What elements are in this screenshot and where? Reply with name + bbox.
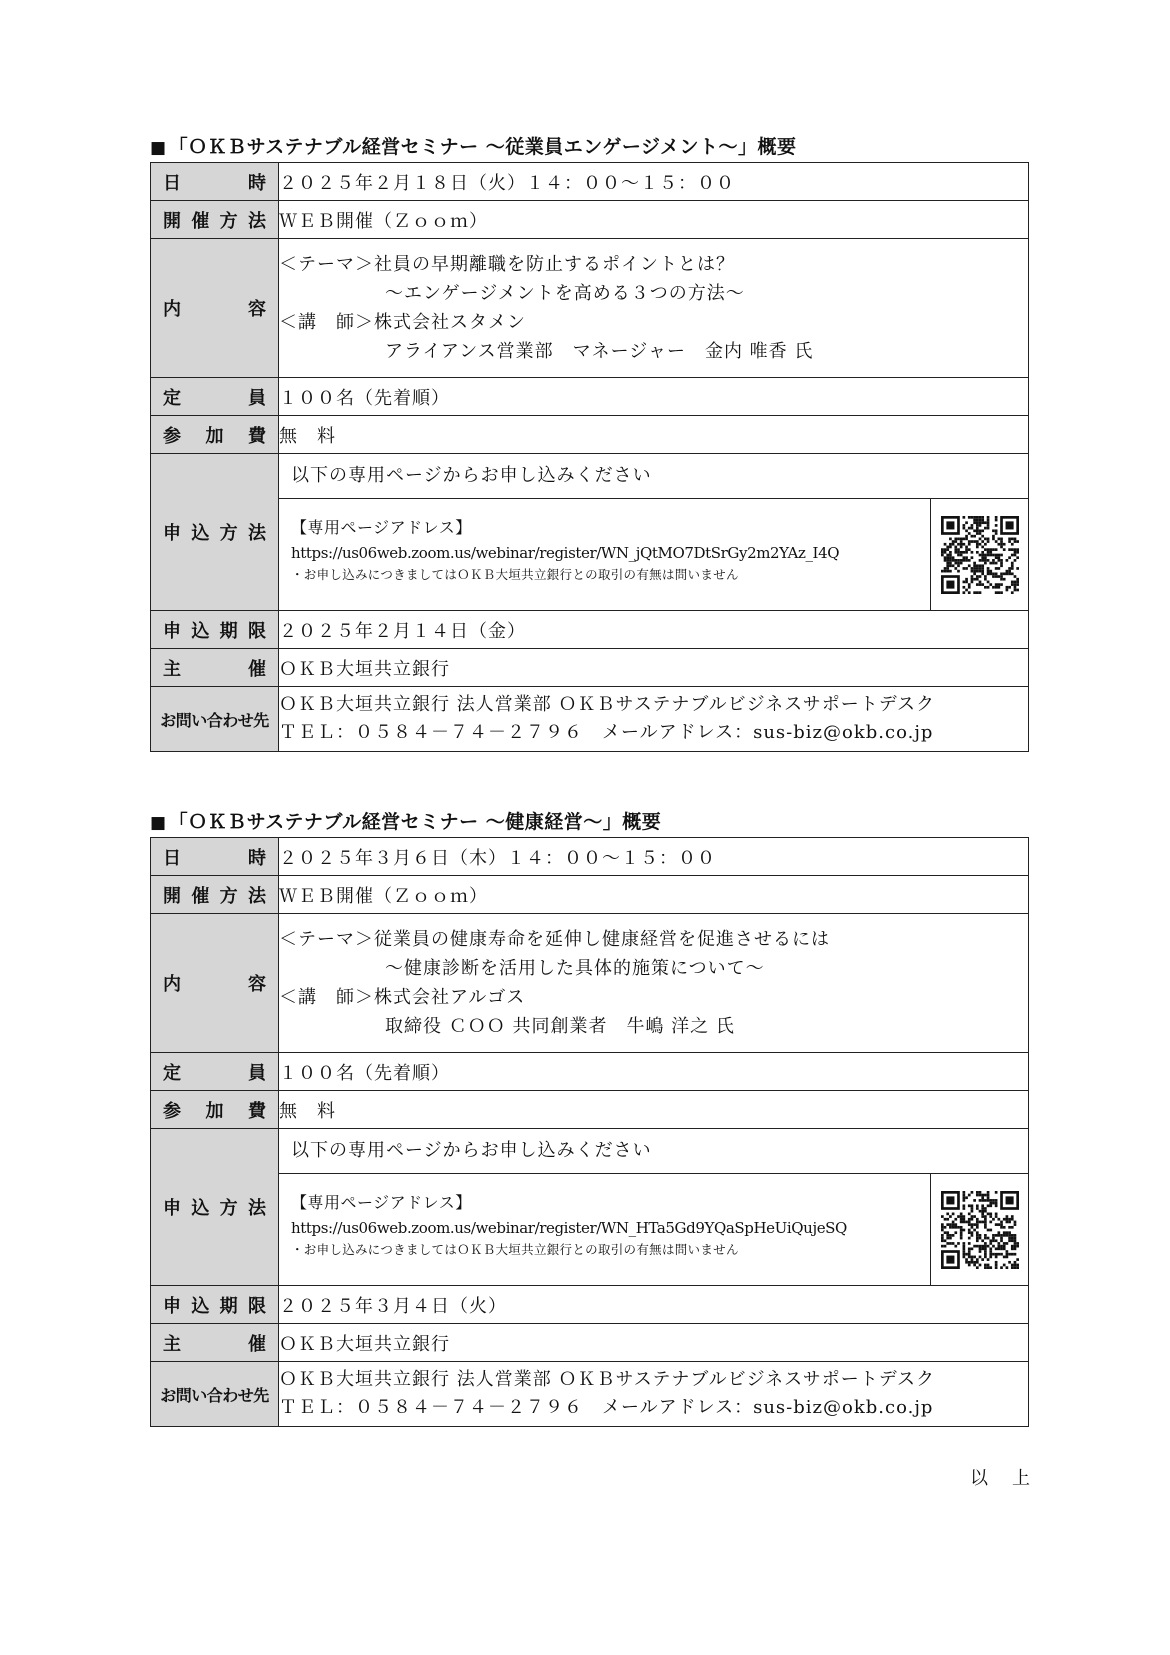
label-apply: 申 込 方 法: [151, 1129, 279, 1286]
content-lecturer: ＜講 師＞株式会社アルゴス: [279, 987, 526, 1008]
content-lecturer-title: 取締役 ＣＯＯ 共同創業者 牛嶋 洋之 氏: [385, 1016, 735, 1037]
label-host: 主 催: [151, 1324, 279, 1362]
value-content: [279, 914, 1029, 1053]
apply-url-link[interactable]: https://us06web.zoom.us/webinar/register/WN_HTa5Gd9YQaSpHeUiQujeSQ: [291, 1219, 847, 1237]
label-apply: 申 込 方 法: [151, 454, 279, 611]
label-fee: 参 加 費: [151, 1091, 279, 1129]
section-title: [150, 807, 1029, 837]
row-deadline: [151, 1286, 1029, 1324]
label-contact: お問い合わせ先: [151, 687, 279, 752]
contact-department: ＯＫＢ大垣共立銀行 法人営業部 ＯＫＢサステナブルビジネスサポートデスク: [279, 1369, 936, 1390]
content-subtheme: ～エンゲージメントを高める３つの方法～: [385, 283, 745, 304]
content-theme: ＜テーマ＞従業員の健康寿命を延伸し健康経営を促進させるには: [279, 929, 830, 950]
value-fee: 無 料: [279, 1091, 1029, 1129]
label-deadline: 申 込 期 限: [151, 611, 279, 649]
qr-code-icon[interactable]: [930, 1174, 1028, 1285]
seminar-info-table: [150, 837, 1029, 1427]
label-host: 主 催: [151, 649, 279, 687]
value-capacity: １００名（先着順）: [279, 378, 1029, 416]
row-contact: [151, 687, 1029, 752]
content-lecturer: ＜講 師＞株式会社スタメン: [279, 312, 526, 333]
apply-note: ・お申し込みにつきましてはＯＫＢ大垣共立銀行との取引の有無は問いません: [291, 1242, 739, 1257]
label-date: 日 時: [151, 163, 279, 201]
label-fee: 参 加 費: [151, 416, 279, 454]
apply-intro: 以下の専用ページからお申し込みください: [279, 1129, 1028, 1174]
contact-department: ＯＫＢ大垣共立銀行 法人営業部 ＯＫＢサステナブルビジネスサポートデスク: [279, 694, 936, 715]
row-contact: [151, 1362, 1029, 1427]
value-apply: [279, 1129, 1029, 1286]
content-lecturer-title: アライアンス営業部 マネージャー 金内 唯香 氏: [385, 341, 814, 362]
seminar-section-2: [150, 807, 1029, 1427]
label-capacity: 定 員: [151, 1053, 279, 1091]
apply-address-label: 【専用ページアドレス】: [291, 1193, 472, 1212]
label-content: 内 容: [151, 239, 279, 378]
value-deadline: ２０２５年３月４日（火）: [279, 1286, 1029, 1324]
label-date: 日 時: [151, 838, 279, 876]
section-title-text: 「ＯＫＢサステナブル経営セミナー ～従業員エンゲージメント～」概要: [168, 136, 797, 158]
value-capacity: １００名（先着順）: [279, 1053, 1029, 1091]
apply-url-link[interactable]: https://us06web.zoom.us/webinar/register/WN_jQtMO7DtSrGy2m2YAz_I4Q: [291, 544, 840, 562]
value-content: [279, 239, 1029, 378]
apply-address-label: 【専用ページアドレス】: [291, 518, 472, 537]
row-date: [151, 163, 1029, 201]
value-contact: [279, 1362, 1029, 1427]
contact-tel-email: ＴＥＬ：０５８４－７４－２７９６ メールアドレス：sus-biz@okb.co.jp: [279, 722, 934, 743]
value-contact: [279, 687, 1029, 752]
qr-code-icon[interactable]: [930, 499, 1028, 610]
section-title-text: 「ＯＫＢサステナブル経営セミナー ～健康経営～」概要: [168, 811, 662, 833]
value-fee: 無 料: [279, 416, 1029, 454]
label-deadline: 申 込 期 限: [151, 1286, 279, 1324]
value-method: ＷＥＢ開催（Ｚｏｏｍ）: [279, 876, 1029, 914]
row-content: [151, 914, 1029, 1053]
value-date: ２０２５年３月６日（木）１４：００～１５：００: [279, 838, 1029, 876]
value-deadline: ２０２５年２月１４日（金）: [279, 611, 1029, 649]
label-content: 内 容: [151, 914, 279, 1053]
contact-tel-email: ＴＥＬ：０５８４－７４－２７９６ メールアドレス：sus-biz@okb.co.jp: [279, 1397, 934, 1418]
row-fee: [151, 416, 1029, 454]
row-apply: [151, 454, 1029, 611]
value-apply: [279, 454, 1029, 611]
content-theme: ＜テーマ＞社員の早期離職を防止するポイントとは？: [279, 254, 735, 275]
value-date: ２０２５年２月１８日（火）１４：００～１５：００: [279, 163, 1029, 201]
apply-intro: 以下の専用ページからお申し込みください: [279, 454, 1028, 499]
row-deadline: [151, 611, 1029, 649]
row-host: [151, 649, 1029, 687]
label-contact: お問い合わせ先: [151, 1362, 279, 1427]
closing-remark: 以 上: [970, 1468, 1030, 1489]
row-host: [151, 1324, 1029, 1362]
row-capacity: [151, 1053, 1029, 1091]
row-content: [151, 239, 1029, 378]
row-method: [151, 201, 1029, 239]
value-method: ＷＥＢ開催（Ｚｏｏｍ）: [279, 201, 1029, 239]
value-host: ＯＫＢ大垣共立銀行: [279, 1324, 1029, 1362]
seminar-section-1: [150, 132, 1029, 752]
bullet-square-icon: ■: [150, 138, 167, 158]
value-host: ＯＫＢ大垣共立銀行: [279, 649, 1029, 687]
row-fee: [151, 1091, 1029, 1129]
label-method: 開 催 方 法: [151, 201, 279, 239]
label-capacity: 定 員: [151, 378, 279, 416]
label-method: 開 催 方 法: [151, 876, 279, 914]
row-method: [151, 876, 1029, 914]
row-date: [151, 838, 1029, 876]
apply-note: ・お申し込みにつきましてはＯＫＢ大垣共立銀行との取引の有無は問いません: [291, 567, 739, 582]
section-title: [150, 132, 1029, 162]
seminar-info-table: [150, 162, 1029, 752]
row-apply: [151, 1129, 1029, 1286]
content-subtheme: ～健康診断を活用した具体的施策について～: [385, 958, 765, 979]
row-capacity: [151, 378, 1029, 416]
bullet-square-icon: ■: [150, 813, 167, 833]
